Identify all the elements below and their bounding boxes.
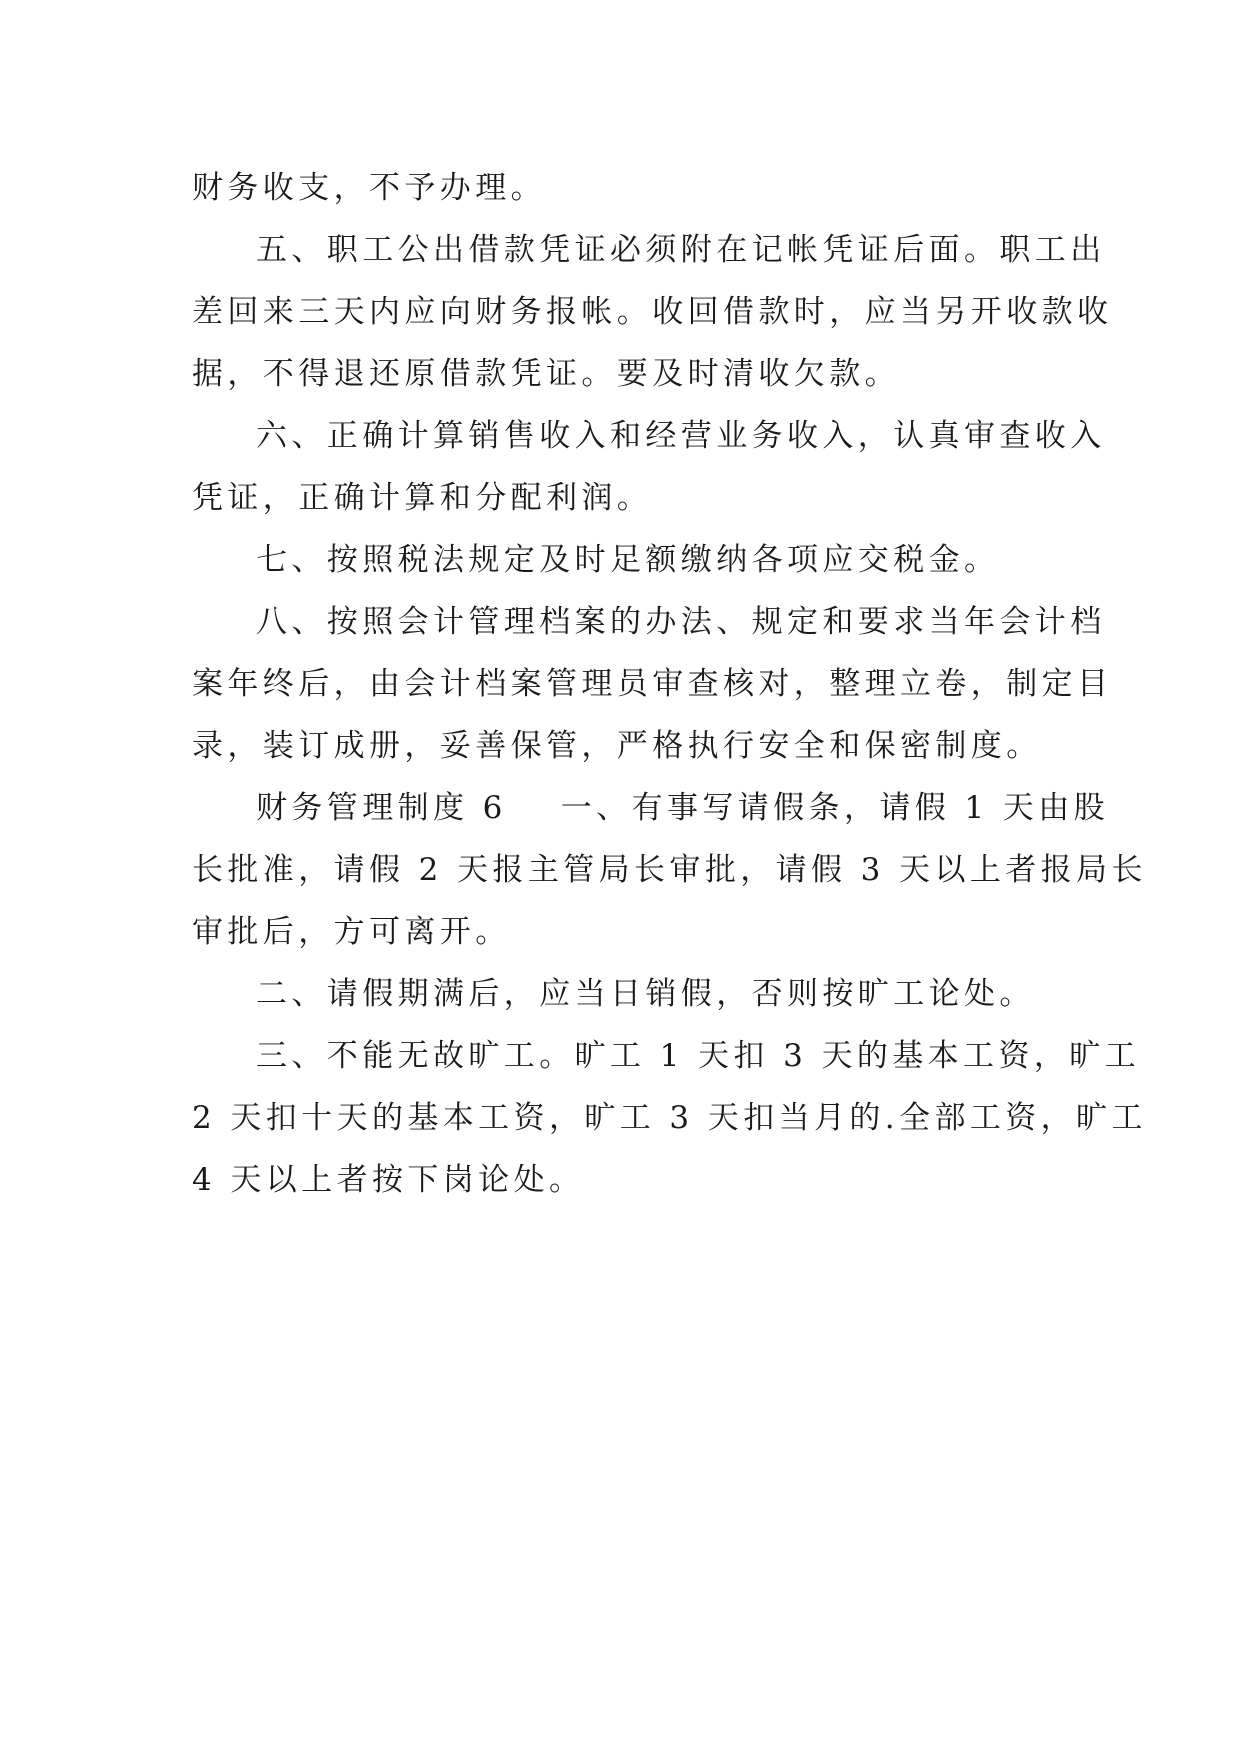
section-first-line: 一、有事写请假条，请假 1 天由股 <box>560 790 1110 826</box>
text-line: 五、职工公出借款凭证必须附在记帐凭证后面。职工出 <box>256 232 1106 268</box>
text-line: 八、按照会计管理档案的办法、规定和要求当年会计档 <box>256 604 1106 640</box>
text-line: 差回来三天内应向财务报帐。收回借款时，应当另开收款收 <box>192 294 1113 330</box>
text-line: 财务收支，不予办理。 <box>192 170 546 206</box>
section-line <box>192 777 1110 839</box>
text-line: 长批准，请假 2 天报主管局长审批，请假 3 天以上者报局长 <box>192 852 1147 888</box>
text-line: 二、请假期满后，应当日销假，否则按旷工论处。 <box>256 976 1035 1012</box>
text-line: 凭证，正确计算和分配利润。 <box>192 480 653 516</box>
document-body <box>192 157 1147 1211</box>
text-line: 据，不得退还原借款凭证。要及时清收欠款。 <box>192 356 900 392</box>
text-line: 4 天以上者按下岗论处。 <box>192 1162 585 1198</box>
section-heading: 财务管理制度 6 <box>256 790 507 826</box>
text-line: 录，装订成册，妥善保管，严格执行安全和保密制度。 <box>192 728 1042 764</box>
text-line: 审批后，方可离开。 <box>192 914 511 950</box>
text-line: 案年终后，由会计档案管理员审查核对，整理立卷，制定目 <box>192 666 1113 702</box>
text-line: 六、正确计算销售收入和经营业务收入，认真审查收入 <box>256 418 1106 454</box>
text-line: 七、按照税法规定及时足额缴纳各项应交税金。 <box>256 542 1000 578</box>
text-line: 三、不能无故旷工。旷工 1 天扣 3 天的基本工资，旷工 <box>256 1038 1141 1074</box>
text-line: 2 天扣十天的基本工资，旷工 3 天扣当月的.全部工资，旷工 <box>192 1100 1147 1136</box>
